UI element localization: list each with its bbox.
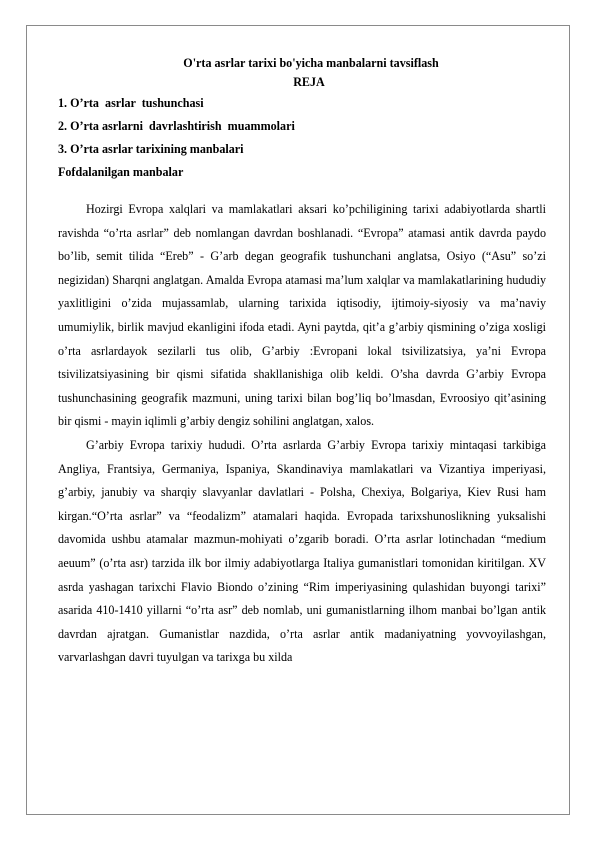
plan-item-3: 3. O’rta asrlar tarixining manbalari — [58, 142, 244, 156]
plan-item-sources: Fofdalanilgan manbalar — [58, 165, 184, 179]
plan-item-2: 2. O’rta asrlarni davrlashtirish muammolari — [58, 119, 295, 133]
document-title: O'rta asrlar tarixi bo'yicha manbalarni tavsiflash — [183, 56, 439, 70]
spacer — [58, 184, 546, 198]
paragraph-1: Hozirgi Evropa xalqlari va mamlakatlari aksari ko’pchiligining tarixi adabiyotlarda shartli ravishda “o’rta asrlar” deb nomlangan davrdan boshlanadi. “Evropa” atamasi antik davrda paydo bo’lib, semit tilida “Ereb” - G’arb degan geografik tushunchani anglatsa, Osiyo (“Asu” so’zi negizidan) Sharqni anglatgan. Amalda Evropa atamasi ma’lum xalqlar va mamlakatlarining hududiy yaxlitligini o’zida mujassamlab, ularning tarixida iqtisodiy, ijtimoiy-siyosiy va ma’naviy umumiylik, birlik mavjud ekanligini ifoda etadi. Ayni paytda, qit’a g’arbiy qismining o’ziga xosligi o’rta asrlardayok sezilarli tus olib, G’arbiy :Evropani lokal tsivilizatsiya, ya’ni Evropa tsivilizatsiyasining bir qismi sifatida shakllanishiga olib keldi. O’sha davrda G’arbiy Evropa tushunchasining geografik mazmuni, uning tarixi bilan bog’liq bo’lmasdan, Evroosiyo qit’asining bir qismi - mayin iqlimli g’arbiy dengiz sohilini anglatgan, xalos. — [58, 202, 546, 429]
plan-item-1: 1. O’rta asrlar tushunchasi — [58, 96, 204, 110]
document-body — [58, 54, 546, 670]
paragraph-2: G’arbiy Evropa tarixiy hududi. O’rta asrlarda G’arbiy Evropa tarixiy mintaqasi tarkibiga Angliya, Frantsiya, Germaniya, Ispaniya, Skandinaviya mamlakatlari va Vizantiya imperiyasi, g’arbiy, janubiy va sharqiy slavyanlar davlatlari - Polsha, Chexiya, Bolgariya, Kiev Rusi ham kirgan.“O’rta asrlar” va “feodalizm” atamalari haqida. Evropada tarixshunoslikning yuksalishi davomida ushbu atamalar mazmun-mohiyati o’zgarib boradi. O’rta asrlar lotinchadan “medium aeuum” (o’rta asr) tarzida ilk bor ilmiy adabiyotlarga Italiya gumanistlari tomonidan kiritilgan. XV asrda yashagan tarixchi Flavio Biondo o’zining “Rim imperiyasining qulashidan buyongi tarixi” asarida 410-1410 yillarni “o’rta asr” deb nomlab, uni gumanistlarning ilhom manbai bo’lgan antik davrdan ajratgan. Gumanistlar nazdida, o’rta asrlar antik madaniyatning yovvoyilashgan, varvarlashgan davri tuyulgan va tarixga bu xilda — [58, 437, 546, 665]
plan-heading: REJA — [293, 75, 325, 89]
